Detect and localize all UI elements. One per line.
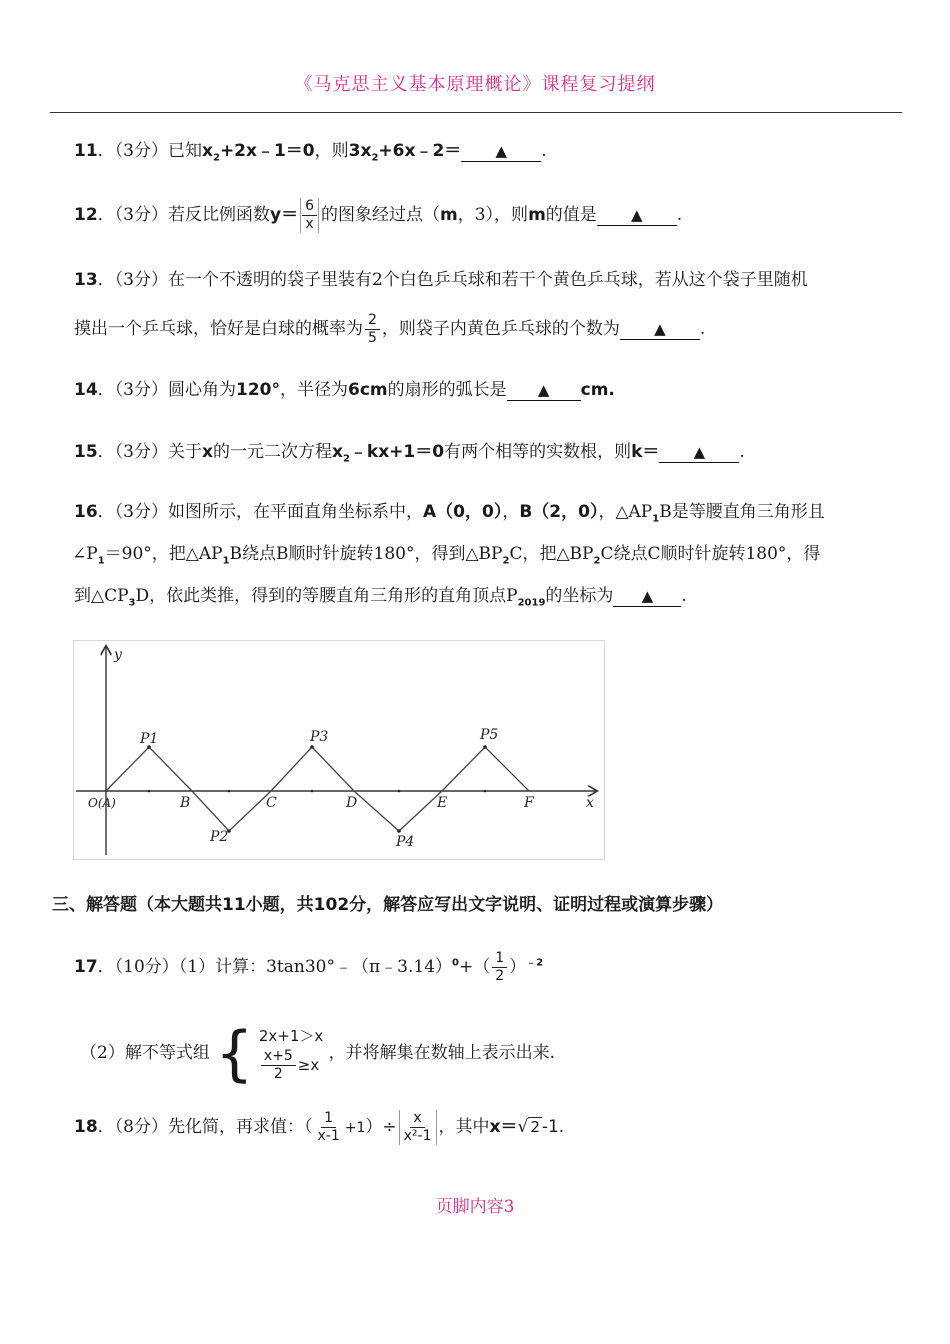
coordinate-figure [73, 640, 605, 860]
question-15: 15．（3分）关于x的一元二次方程$x_2﹣kx+1=0$有两个相等的实数根，则k＝ ▲ . [74, 442, 745, 465]
page-header-title: 《马克思主义基本原理概论》课程复习提纲 [294, 74, 656, 95]
point-label: P1 [140, 731, 159, 747]
inequality-system: 2x+1＞x $\frac{x+5}{2}$ ≥x [258, 1027, 324, 1082]
fraction: $\frac{1}{2}$ [492, 950, 507, 985]
x-axis-label: x [586, 795, 594, 811]
zigzag-diagram [74, 641, 604, 859]
question-13-line-2: 摸出一个乒乓球，恰好是白球的概率为 $\frac{2}{5}$ ，则袋子内黄色乒乓球的个数为 ▲ . [74, 312, 706, 346]
fraction: $\frac{x+5}{2}$ [261, 1048, 296, 1083]
section-heading: 三、解答题（本大题共11小题，共102分，解答应写出文字说明、证明过程或演算步骤） [52, 895, 724, 915]
fraction: $\frac{1}{x-1}$ [317, 1110, 340, 1144]
fraction: $\frac{2}{5}$ [365, 312, 380, 347]
point-label: D [346, 795, 358, 811]
point-label: E [437, 795, 448, 811]
question-16-line-3: 到$\triangle CP_3D$，依此类推，得到的等腰直角三角形的直角顶点$P_{2019}$的坐标为 ▲ . [74, 586, 687, 609]
point-label: P3 [310, 729, 329, 745]
point-label: C [266, 795, 277, 811]
header-divider [50, 112, 902, 113]
question-number: 11 [74, 141, 98, 161]
point-label: O(A) [88, 796, 116, 810]
answer-blank: ▲ [507, 380, 581, 401]
zigzag-path [106, 747, 529, 831]
point-label: P4 [396, 834, 415, 850]
answer-blank: ▲ [597, 205, 677, 226]
answer-blank: ▲ [659, 442, 739, 463]
page-footer: 页脚内容3 [435, 1197, 515, 1217]
y-axis-label: y [114, 647, 122, 663]
question-17-part-2: （2）解不等式组 { 2x+1＞x $\frac{x+5}{2}$ ≥x ，并将解集在数轴上表示出来. [80, 1018, 556, 1089]
question-12: 12．（3分）若反比例函数y＝ $\frac{6}{x}$ 的图象经过点（m，3），则m的值是 ▲ . [74, 198, 683, 232]
question-13: 13．（3分）在一个不透明的袋子里装有2个白色乒乓球和若干个黄色乒乓球，若从这个袋子里随机 [74, 270, 808, 290]
point-label: F [524, 795, 534, 811]
fraction: $\frac{6}{x}$ [300, 198, 319, 233]
question-11: 11．（3分）已知$x_2+2x﹣1=0$，则$3x_2+6x﹣2=$ ▲ . [74, 141, 547, 164]
point-label: P5 [480, 727, 499, 743]
question-16: 16．（3分）如图所示，在平面直角坐标系中，A（0，0），B（2，0），$\triangle AP_1B$是等腰直角三角形且 [74, 502, 825, 525]
answer-blank: ▲ [613, 586, 681, 607]
answer-blank: ▲ [461, 141, 541, 162]
question-16-line-2: $\angle P_1=90^\circ$，把$\triangle AP_1B$绕点B顺时针旋转180°，得到$\triangle BP_2C$，把$\triangle BP_2C$绕点C顺时针旋转180°，得 [72, 544, 821, 567]
question-17: 17．（10分）（1）计算：3tan30°﹣（π﹣3.14）$^0$+（ $\frac{1}{2}$ ）$^{﹣2}$ [74, 950, 544, 984]
brace-icon: { [215, 1018, 254, 1089]
sqrt-icon: √ [517, 1117, 529, 1137]
point-label: B [180, 795, 191, 811]
point-label: P2 [210, 829, 229, 845]
question-18: 18．（8分）先化简，再求值：（ $\frac{1}{x-1}$ +1）÷ $\frac{x}{\text{x²-1}}$ ，其中x＝√ 2 -1. [74, 1110, 565, 1144]
question-14: 14．（3分）圆心角为120°，半径为6cm的扇形的弧长是 ▲ cm. [74, 380, 615, 400]
answer-blank: ▲ [620, 319, 700, 340]
fraction: $\frac{x}{\text{x²-1}}$ [399, 1110, 437, 1145]
